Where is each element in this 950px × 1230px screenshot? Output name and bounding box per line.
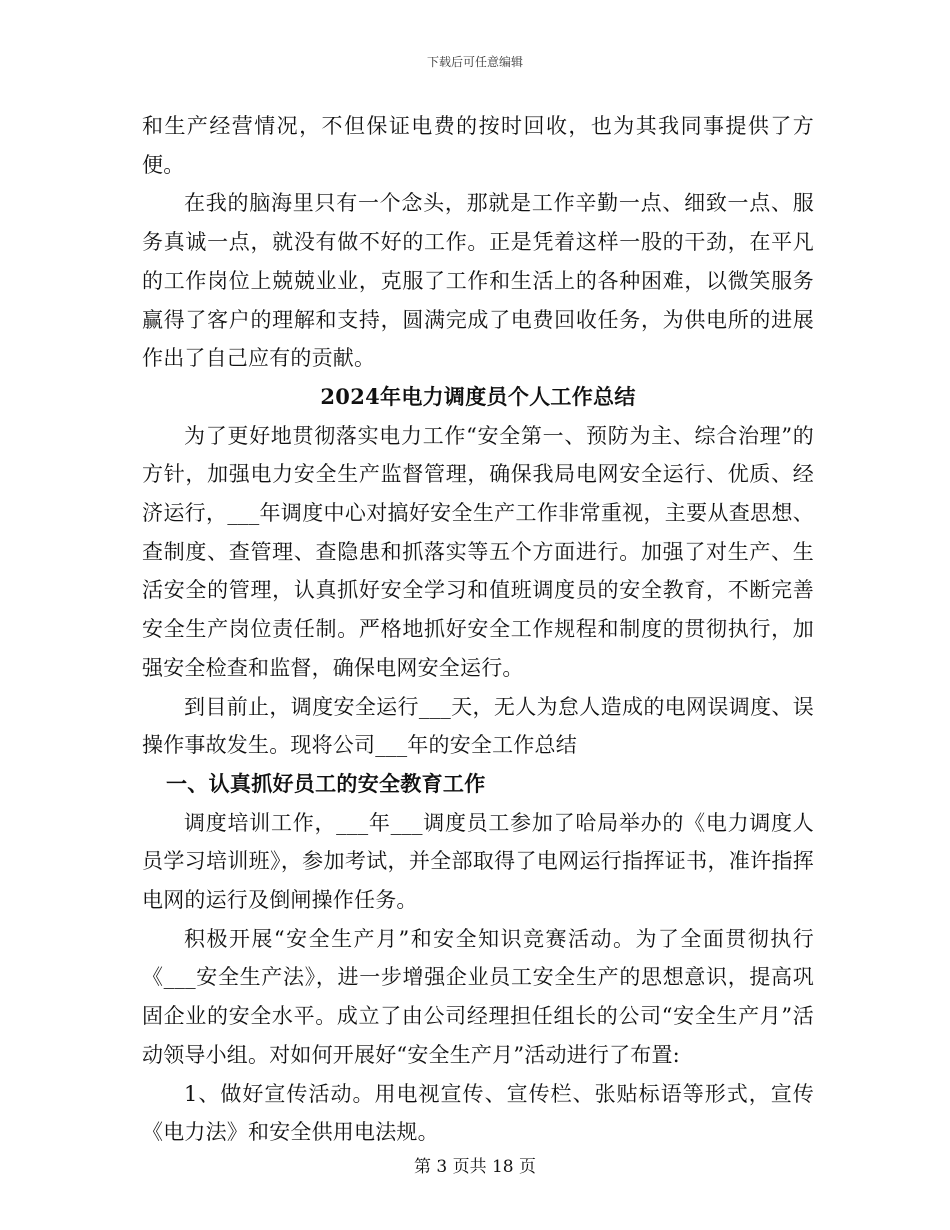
- page-number: 第 3 页共 18 页: [413, 1157, 537, 1177]
- section-heading-1: 一、认真抓好员工的安全教育工作: [166, 770, 486, 796]
- document-title: 2024年电力调度员个人工作总结: [320, 383, 636, 409]
- document-body: [142, 107, 814, 1152]
- paragraph-status: 到目前止，调度安全运行___天，无人为怠人造成的电网误调度、误操作事故发生。现将公司___年的安全工作总结: [142, 694, 814, 758]
- paragraph-safety-month: 积极开展“安全生产月”和安全知识竞赛活动。为了全面贯彻执行《___安全生产法》，进一步增强企业员工安全生产的思想意识，提高巩固企业的安全水平。成立了由公司经理担任组长的公司“安全生产月”活动领导小组。对如何开展好“安全生产月”活动进行了布置:: [142, 926, 814, 1067]
- paragraph-intro: 为了更好地贯彻落实电力工作“安全第一、预防为主、综合治理”的方针，加强电力安全生产监督管理，确保我局电网安全运行、优质、经济运行，___年调度中心对搞好安全生产工作非常重视，主要从查思想、查制度、查管理、查隐患和抓落实等五个方面进行。加强了对生产、生活安全的管理，认真抓好安全学习和值班调度员的安全教育，不断完善安全生产岗位责任制。严格地抓好安全工作规程和制度的贯彻执行，加强安全检查和监督，确保电网安全运行。: [142, 423, 814, 680]
- paragraph-mindset: 在我的脑海里只有一个念头，那就是工作辛勤一点、细致一点、服务真诚一点，就没有做不好的工作。正是凭着这样一股的干劲，在平凡的工作岗位上兢兢业业，克服了工作和生活上的各种困难，以微笑服务赢得了客户的理解和支持，圆满完成了电费回收任务，为供电所的进展作出了自己应有的贡献。: [142, 191, 814, 371]
- paragraph-continuation: 和生产经营情况，不但保证电费的按时回收，也为其我同事提供了方便。: [142, 114, 814, 177]
- header-note: 下载后可任意编辑: [426, 55, 523, 69]
- paragraph-list-item-1: 1、做好宣传活动。用电视宣传、宣传栏、张贴标语等形式，宣传《电力法》和安全供用电法规。: [142, 1081, 814, 1145]
- paragraph-training: 调度培训工作，___年___调度员工参加了哈局举办的《电力调度人员学习培训班》，参加考试，并全部取得了电网运行指挥证书，准许指挥电网的运行及倒闸操作任务。: [142, 810, 814, 913]
